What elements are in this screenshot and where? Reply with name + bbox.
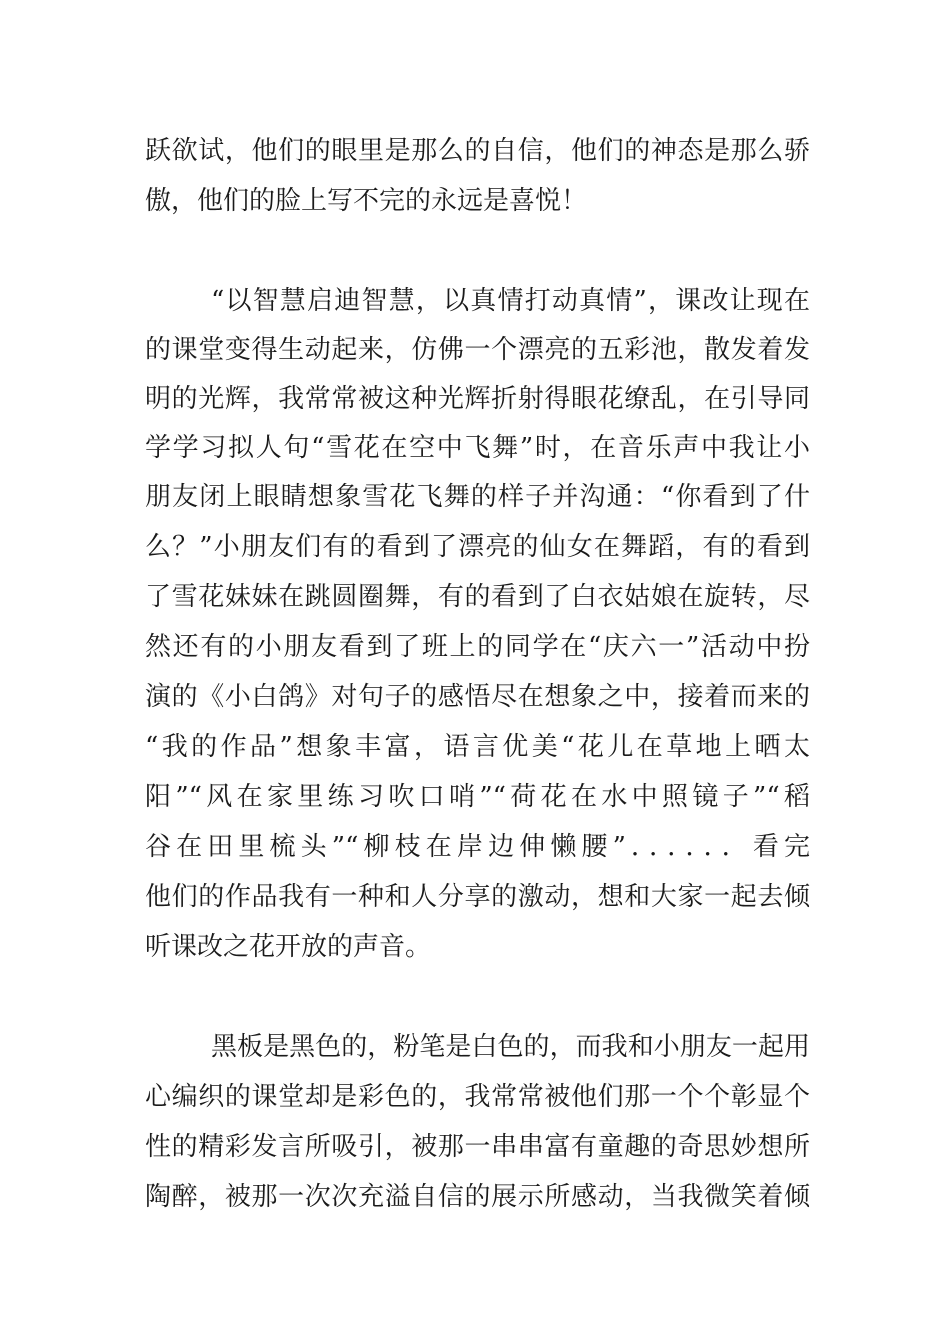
- text-line: 傲，他们的脸上写不完的永远是喜悦！: [145, 186, 588, 216]
- text-line: 听课改之花开放的声音。: [145, 932, 432, 962]
- text-line: 学学习拟人句“雪花在空中飞舞”时，在音乐声中我让小: [145, 433, 810, 463]
- text-line: 跃欲试，他们的眼里是那么的自信，他们的神态是那么骄: [145, 136, 810, 166]
- text-line: 阳”“风在家里练习吹口哨”“荷花在水中照镜子”“稻: [145, 782, 810, 812]
- text-line: 么？”小朋友们有的看到了漂亮的仙女在舞蹈，有的看到: [145, 532, 810, 562]
- text-line: 心编织的课堂却是彩色的，我常常被他们那一个个彰显个: [145, 1082, 810, 1112]
- text-line: 然还有的小朋友看到了班上的同学在“庆六一”活动中扮: [145, 632, 810, 662]
- text-line: “我的作品”想象丰富，语言优美“花儿在草地上晒太: [145, 732, 810, 762]
- text-line: 了雪花妹妹在跳圆圈舞，有的看到了白衣姑娘在旋转，尽: [145, 582, 810, 612]
- text-line: 黑板是黑色的，粉笔是白色的，而我和小朋友一起用: [211, 1032, 810, 1062]
- text-line: 陶醉，被那一次次充溢自信的展示所感动，当我微笑着倾: [145, 1182, 810, 1212]
- text-line: 他们的作品我有一种和人分享的激动，想和大家一起去倾: [145, 882, 810, 912]
- text-line: 的课堂变得生动起来，仿佛一个漂亮的五彩池，散发着发: [145, 335, 810, 365]
- text-line: “以智慧启迪智慧，以真情打动真情”，课改让现在: [211, 286, 810, 316]
- text-line: 朋友闭上眼睛想象雪花飞舞的样子并沟通：“你看到了什: [145, 482, 810, 512]
- text-line: 谷在田里梳头”“柳枝在岸边伸懒腰”．．．．．．看完: [145, 832, 810, 862]
- text-line: 性的精彩发言所吸引，被那一串串富有童趣的奇思妙想所: [145, 1132, 810, 1162]
- text-line: 演的《小白鸽》对句子的感悟尽在想象之中，接着而来的: [145, 682, 810, 712]
- text-line: 明的光辉，我常常被这种光辉折射得眼花缭乱，在引导同: [145, 384, 810, 414]
